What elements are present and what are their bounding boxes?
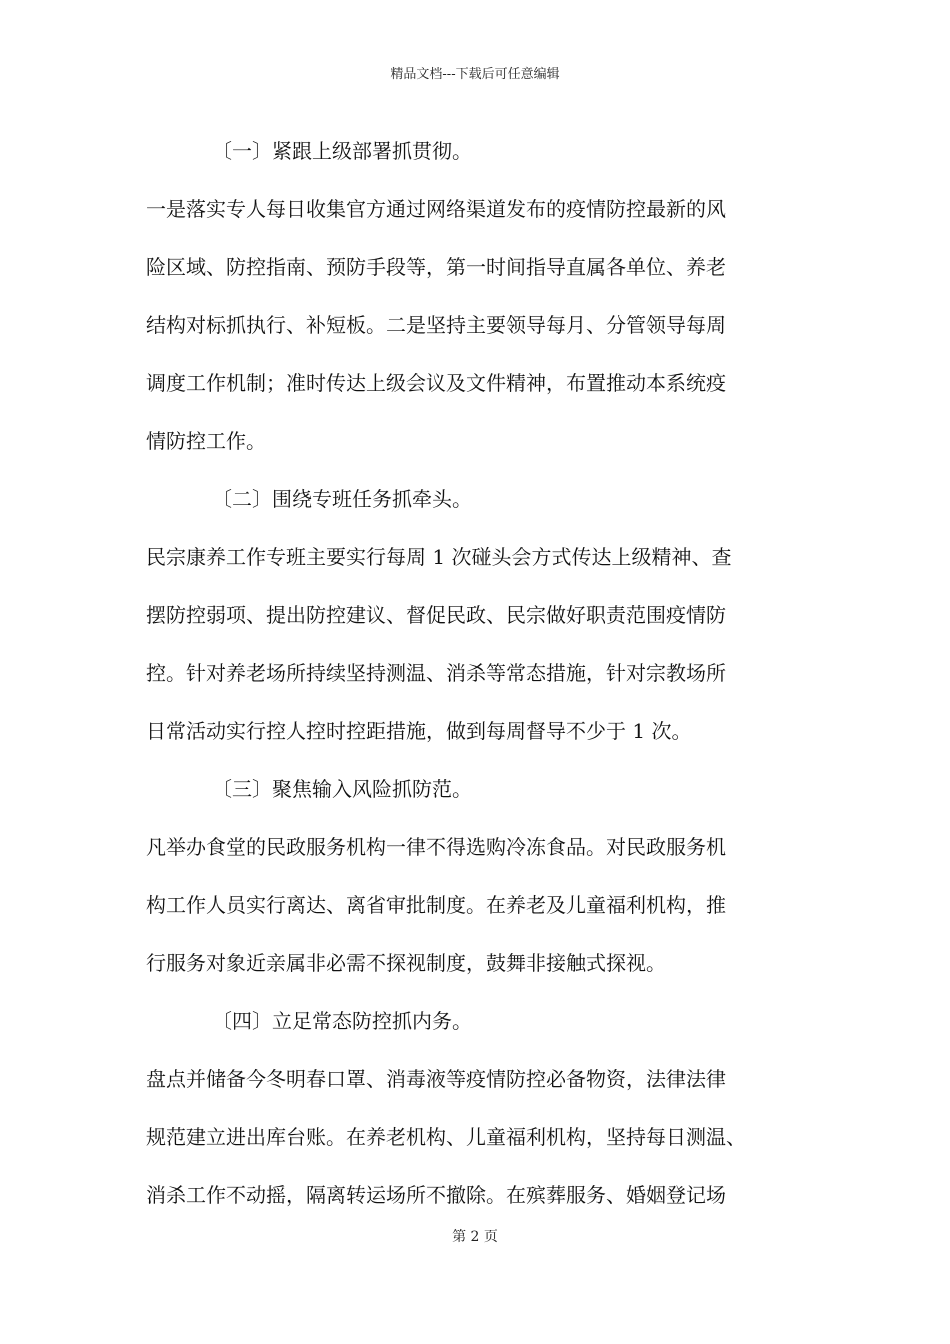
document-body (146, 132, 816, 1215)
section-heading: 〔三〕聚焦输入风险抓防范。 (212, 777, 472, 801)
paragraph-line: 行服务对象近亲属非必需不探视制度，鼓舞非接触式探视。 (146, 951, 666, 975)
paragraph-line: 消杀工作不动摇，隔离转运场所不撤除。在殡葬服务、婚姻登记场 (146, 1183, 726, 1207)
paragraph-line: 规范建立进出库台账。在养老机构、儿童福利机构，坚持每日测温、 (146, 1125, 746, 1149)
paragraph-line: 凡举办食堂的民政服务机构一律不得选购冷冻食品。对民政服务机 (146, 835, 726, 859)
page-header: 精品文档---下载后可任意编辑 (390, 67, 560, 82)
paragraph-line: 盘点并储备今冬明春口罩、消毒液等疫情防控必备物资，法律法律 (146, 1067, 726, 1091)
section-heading: 〔二〕围绕专班任务抓牵头。 (212, 487, 472, 511)
paragraph-line: 结构对标抓执行、补短板。二是坚持主要领导每月、分管领导每周 (146, 313, 726, 337)
paragraph-line: 情防控工作。 (146, 429, 266, 453)
paragraph-line: 构工作人员实行离达、离省审批制度。在养老及儿童福利机构，推 (146, 893, 726, 917)
paragraph-line: 控。针对养老场所持续坚持测温、消杀等常态措施，针对宗教场所 (146, 661, 726, 685)
paragraph-line: 一是落实专人每日收集官方通过网络渠道发布的疫情防控最新的风 (146, 197, 726, 221)
section-heading: 〔一〕紧跟上级部署抓贯彻。 (212, 139, 472, 163)
paragraph-line: 摆防控弱项、提出防控建议、督促民政、民宗做好职责范围疫情防 (146, 603, 726, 627)
paragraph-line: 民宗康养工作专班主要实行每周 1 次碰头会方式传达上级精神、查 (146, 545, 732, 569)
paragraph-line: 险区域、防控指南、预防手段等，第一时间指导直属各单位、养老 (146, 255, 726, 279)
section-heading: 〔四〕立足常态防控抓内务。 (212, 1009, 472, 1033)
page-number: 第 2 页 (452, 1229, 498, 1245)
paragraph-line: 调度工作机制；准时传达上级会议及文件精神，布置推动本系统疫 (146, 371, 726, 395)
paragraph-line: 日常活动实行控人控时控距措施，做到每周督导不少于 1 次。 (146, 719, 692, 743)
